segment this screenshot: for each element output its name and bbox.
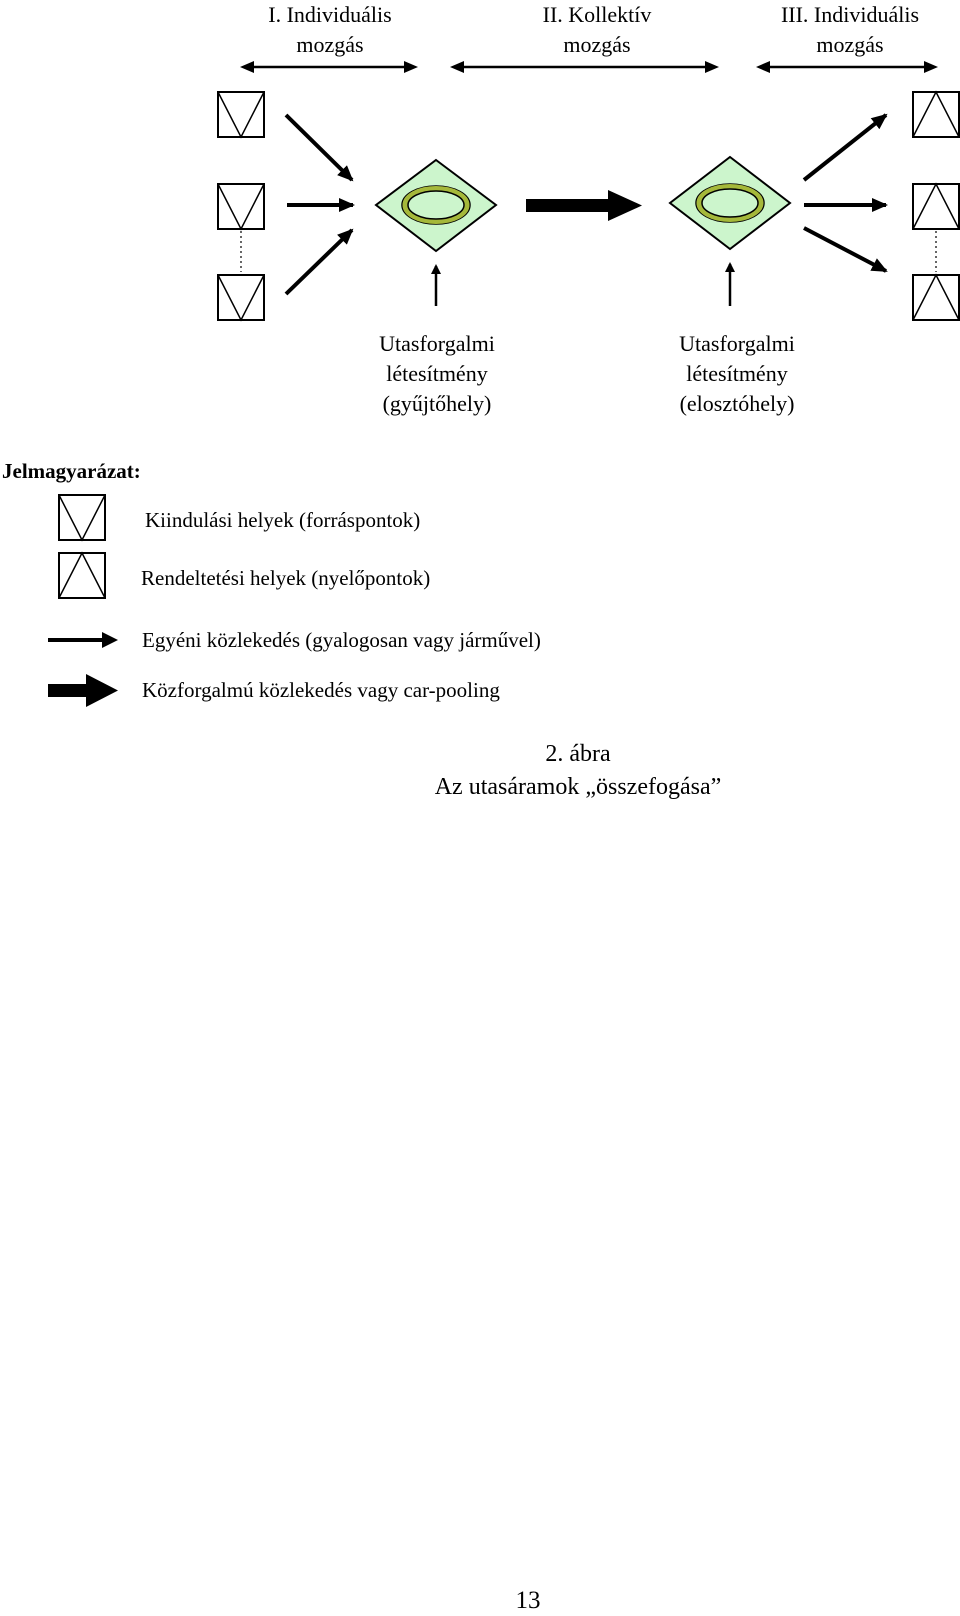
legend-origin-square-icon bbox=[59, 495, 105, 540]
phase-label-2: II. Kollektív mozgás bbox=[542, 2, 652, 57]
legend-public-transport-label: Közforgalmú közlekedés vagy car-pooling bbox=[142, 678, 500, 702]
legend-thin-arrow-icon bbox=[48, 632, 118, 648]
thick-arrow-icon bbox=[526, 190, 642, 221]
phase-label-3: III. Individuális mozgás bbox=[780, 2, 920, 57]
phase-range-arrow-2 bbox=[450, 61, 719, 73]
origin-square-icon bbox=[218, 92, 264, 137]
legend-origin-label: Kiindulási helyek (forráspontok) bbox=[145, 508, 421, 532]
legend-destination-label: Rendeltetési helyek (nyelőpontok) bbox=[141, 566, 431, 590]
origin-square-icon bbox=[218, 184, 264, 229]
destination-square-icon bbox=[913, 275, 959, 320]
phase-label-1: I. Individuális mozgás bbox=[268, 2, 392, 57]
figure-number: 2. ábra bbox=[545, 741, 611, 767]
legend-individual-transport-label: Egyéni közlekedés (gyalogosan vagy járművel) bbox=[142, 628, 541, 652]
legend-destination-square-icon bbox=[59, 553, 105, 598]
thin-arrow-icon bbox=[804, 228, 886, 271]
destination-square-icon bbox=[913, 184, 959, 229]
figure-caption: Az utasáramok „összefogása” bbox=[434, 774, 722, 800]
thin-arrow-icon bbox=[804, 115, 886, 180]
legend-thick-arrow-icon bbox=[48, 674, 118, 707]
page-number: 13 bbox=[515, 1587, 541, 1614]
thin-arrow-icon bbox=[286, 115, 352, 180]
collector-facility-label: Utasforgalmi létesítmény (gyűjtőhely) bbox=[379, 331, 495, 416]
distributor-facility-label: Utasforgalmi létesítmény (elosztóhely) bbox=[679, 331, 795, 416]
collector-facility-icon bbox=[376, 160, 496, 251]
thin-arrow-icon bbox=[286, 230, 352, 294]
legend-title: Jelmagyarázat: bbox=[2, 459, 141, 483]
distributor-facility-icon bbox=[670, 157, 790, 249]
destination-square-icon bbox=[913, 92, 959, 137]
phase-range-arrow-1 bbox=[240, 61, 418, 73]
phase-range-arrow-3 bbox=[756, 61, 938, 73]
origin-square-icon bbox=[218, 275, 264, 320]
